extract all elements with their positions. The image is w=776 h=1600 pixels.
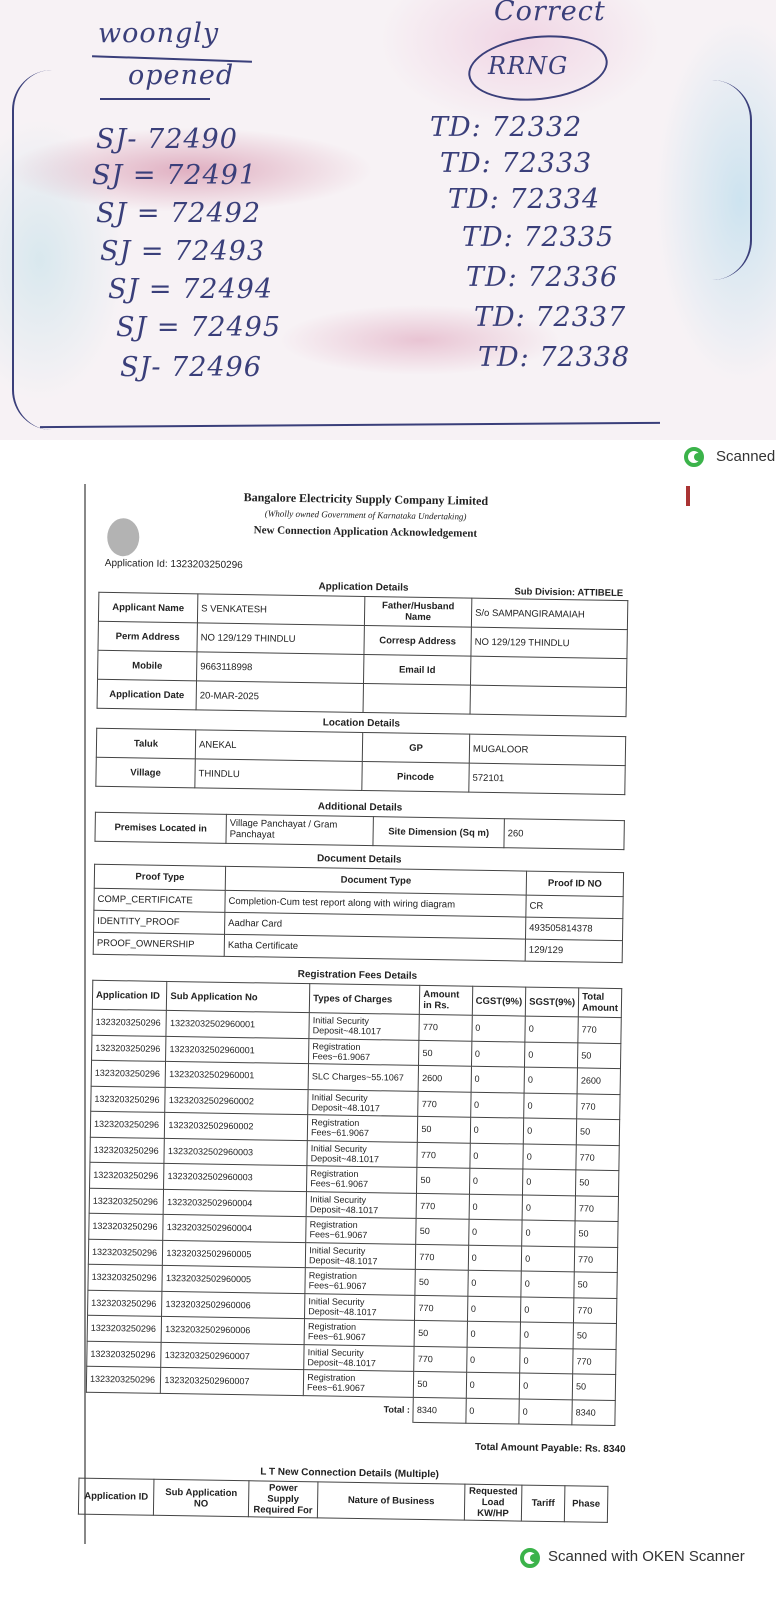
fee-amount: 770 — [419, 1014, 472, 1040]
fees-header-total: Total Amount — [578, 988, 621, 1018]
company-subtitle: (Wholly owned Government of Karnataka Undertaking) — [264, 508, 467, 522]
mobile-value: 9663118998 — [197, 652, 364, 684]
fee-cgst: 0 — [471, 1041, 525, 1067]
company-name: Bangalore Electricity Supply Company Limited — [243, 490, 489, 508]
pincode-value: 572101 — [469, 763, 625, 794]
fees-header-cgst: CGST(9%) — [472, 986, 526, 1016]
fee-application-id: 1323203250296 — [92, 1009, 167, 1036]
fee-charge-type: Initial Security Deposit~48.1017 — [306, 1191, 417, 1218]
premises-label: Premises Located in — [95, 812, 226, 843]
fee-charge-type: Initial Security Deposit~48.1017 — [305, 1293, 416, 1320]
fee-application-id: 1323203250296 — [91, 1060, 166, 1087]
fee-total: 50 — [574, 1272, 617, 1298]
lt-header: Phase — [564, 1486, 608, 1523]
proof-type-cell: IDENTITY_PROOF — [94, 910, 225, 934]
fee-amount: 50 — [415, 1269, 468, 1295]
total-grand: 8340 — [572, 1399, 615, 1425]
fee-amount: 770 — [414, 1346, 467, 1372]
fee-sgst: 0 — [525, 1016, 578, 1042]
fee-amount: 770 — [416, 1244, 469, 1270]
fee-cgst: 0 — [470, 1092, 524, 1118]
fees-header-amount: Amount in Rs. — [420, 985, 473, 1015]
fee-total: 770 — [578, 1017, 621, 1043]
note-circled-rrng: RRNG — [488, 52, 569, 80]
note-heading-correct: Correct — [494, 0, 606, 27]
fee-application-id: 1323203250296 — [86, 1366, 161, 1393]
fee-amount: 50 — [419, 1040, 472, 1066]
fee-sgst: 0 — [521, 1271, 574, 1297]
bookmark-mark — [686, 486, 690, 506]
brace-right — [710, 80, 752, 280]
fee-charge-type: Registration Fees~61.9067 — [306, 1217, 417, 1244]
taluk-label: Taluk — [96, 728, 195, 759]
fee-total: 50 — [573, 1323, 616, 1349]
fee-sub-application: 13232032502960004 — [163, 1189, 306, 1217]
fee-total: 50 — [578, 1042, 621, 1068]
fee-charge-type: Registration Fees~61.9067 — [303, 1370, 414, 1397]
fee-total: 2600 — [577, 1068, 620, 1094]
lt-header: Sub Application NO — [153, 1479, 249, 1516]
fee-application-id: 1323203250296 — [90, 1162, 165, 1189]
fee-charge-type: Initial Security Deposit~48.1017 — [305, 1242, 416, 1269]
fee-charge-type: Initial Security Deposit~48.1017 — [304, 1344, 415, 1371]
right-entry: TD: 72334 — [448, 184, 601, 215]
proof-id-header: Proof ID NO — [526, 871, 623, 897]
premises-value: Village Panchayat / Gram Panchayat — [226, 814, 373, 845]
fee-sub-application: 13232032502960004 — [163, 1214, 306, 1242]
fee-total: 770 — [576, 1144, 619, 1170]
fee-sub-application: 13232032502960001 — [165, 1061, 308, 1089]
total-amount: 8340 — [413, 1397, 466, 1423]
fee-application-id: 1323203250296 — [91, 1086, 166, 1113]
document-type-cell: Katha Certificate — [224, 934, 525, 961]
proof-id-cell: CR — [526, 895, 623, 919]
section-additional-details: Additional Details — [317, 801, 403, 814]
fee-amount: 50 — [414, 1371, 467, 1397]
fee-application-id: 1323203250296 — [88, 1264, 163, 1291]
fee-cgst: 0 — [468, 1245, 522, 1271]
fee-sgst: 0 — [519, 1373, 572, 1399]
fee-cgst: 0 — [470, 1117, 524, 1143]
note-heading-wrongly: woongly — [98, 18, 220, 49]
brace-left — [12, 70, 54, 430]
fee-cgst: 0 — [471, 1066, 525, 1092]
pincode-label: Pincode — [362, 761, 469, 792]
fee-cgst: 0 — [469, 1168, 523, 1194]
village-label: Village — [96, 757, 195, 788]
taluk-value: ANEKAL — [195, 730, 362, 762]
village-value: THINDLU — [195, 759, 362, 791]
fee-sub-application: 13232032502960001 — [166, 1036, 309, 1064]
right-entry: TD: 72337 — [474, 302, 627, 333]
application-date-value: 20-MAR-2025 — [196, 681, 363, 713]
left-entry: SJ = 72493 — [100, 236, 265, 267]
document-type-cell: Aadhar Card — [225, 912, 526, 939]
fee-amount: 770 — [415, 1295, 468, 1321]
section-document-details: Document Details — [316, 853, 402, 866]
corresp-address-value: NO 129/129 THINDLU — [471, 627, 627, 658]
fee-sub-application: 13232032502960006 — [162, 1291, 305, 1319]
application-date-label: Application Date — [97, 679, 196, 710]
fees-header-sub-application: Sub Application No — [167, 981, 310, 1012]
fees-header-application-id: Application ID — [92, 980, 167, 1010]
fee-total: 50 — [575, 1221, 618, 1247]
right-entry: TD: 72335 — [462, 222, 615, 253]
scanner-logo-icon — [684, 447, 704, 467]
applicant-name-value: S VENKATESH — [197, 594, 364, 626]
fee-sgst: 0 — [523, 1144, 576, 1170]
fee-amount: 50 — [414, 1320, 467, 1346]
email-value — [470, 656, 626, 687]
mobile-label: Mobile — [98, 650, 197, 681]
father-name-value: S/o SAMPANGIRAMAIAH — [471, 598, 627, 629]
fee-sub-application: 13232032502960007 — [161, 1367, 304, 1395]
fees-header-sgst: SGST(9%) — [525, 987, 578, 1017]
email-label: Email Id — [363, 654, 470, 685]
corresp-address-label: Corresp Address — [364, 625, 471, 656]
fee-cgst: 0 — [472, 1015, 526, 1041]
left-entry: SJ- 72490 — [96, 124, 238, 155]
fee-charge-type: Registration Fees~61.9067 — [305, 1268, 416, 1295]
proof-type-cell: PROOF_OWNERSHIP — [93, 932, 224, 956]
fee-charge-type: Initial Security Deposit~48.1017 — [309, 1013, 420, 1040]
document-type-cell: Completion-Cum test report along with wiring diagram — [225, 890, 526, 917]
fee-sub-application: 13232032502960003 — [164, 1138, 307, 1166]
section-lt-connection: L T New Connection Details (Multiple) — [260, 1466, 440, 1481]
fee-total: 50 — [572, 1374, 615, 1400]
total-payable: Total Amount Payable: Rs. 8340 — [474, 1441, 626, 1456]
bottom-line — [40, 422, 660, 428]
right-entry: TD: 72336 — [466, 262, 619, 293]
fee-sub-application: 13232032502960003 — [164, 1163, 307, 1191]
fee-charge-type: SLC Charges~55.1067 — [308, 1064, 419, 1091]
lt-header: Application ID — [78, 1478, 154, 1515]
fee-charge-type: Registration Fees~61.9067 — [304, 1319, 415, 1346]
fee-sub-application: 13232032502960001 — [166, 1010, 309, 1038]
fee-cgst: 0 — [469, 1194, 523, 1220]
fee-total: 50 — [576, 1119, 619, 1145]
fee-total: 770 — [577, 1093, 620, 1119]
sub-division: Sub Division: ATTIBELE — [514, 586, 624, 600]
fee-sgst: 0 — [521, 1297, 574, 1323]
section-location-details: Location Details — [322, 717, 401, 730]
fee-charge-type: Registration Fees~61.9067 — [307, 1115, 418, 1142]
perm-address-value: NO 129/129 THINDLU — [197, 623, 364, 655]
fee-sub-application: 13232032502960006 — [161, 1316, 304, 1344]
scanner-watermark-bar — [0, 440, 776, 474]
fee-sub-application: 13232032502960005 — [163, 1240, 306, 1268]
fee-application-id: 1323203250296 — [90, 1111, 165, 1138]
left-entry: SJ = 72495 — [116, 312, 281, 343]
handwritten-note-photo — [0, 0, 776, 440]
lt-header: Tariff — [521, 1485, 565, 1522]
fee-amount: 50 — [416, 1218, 469, 1244]
lt-header: Requested Load KW/HP — [464, 1484, 522, 1521]
fee-cgst: 0 — [468, 1270, 522, 1296]
right-entry: TD: 72338 — [478, 342, 631, 373]
perm-address-label: Perm Address — [98, 621, 197, 652]
fee-cgst: 0 — [466, 1372, 520, 1398]
fee-total: 770 — [574, 1246, 617, 1272]
fee-cgst: 0 — [466, 1347, 520, 1373]
acknowledgement-document-photo — [0, 474, 776, 1600]
right-entry: TD: 72332 — [430, 112, 583, 143]
total-label: Total : — [86, 1392, 414, 1423]
location-details-table — [95, 728, 626, 795]
fee-total: 50 — [576, 1170, 619, 1196]
fee-cgst: 0 — [468, 1219, 522, 1245]
lt-connection-table — [78, 1478, 609, 1523]
fee-sub-application: 13232032502960005 — [162, 1265, 305, 1293]
fee-amount: 770 — [416, 1193, 469, 1219]
section-application-details: Application Details — [318, 581, 409, 594]
scanner-logo-icon — [520, 1548, 540, 1568]
fee-sgst: 0 — [524, 1067, 577, 1093]
fee-sgst: 0 — [521, 1246, 574, 1272]
fee-sgst: 0 — [522, 1195, 575, 1221]
fees-header-charge-type: Types of Charges — [309, 984, 420, 1015]
registration-fees-table — [85, 980, 622, 1426]
fee-application-id: 1323203250296 — [88, 1239, 163, 1266]
fee-sgst: 0 — [522, 1220, 575, 1246]
fee-charge-type: Initial Security Deposit~48.1017 — [308, 1089, 419, 1116]
additional-details-table — [94, 812, 624, 850]
left-entry: SJ = 72491 — [92, 160, 257, 191]
fees-rows — [86, 1009, 621, 1400]
section-registration-fees: Registration Fees Details — [297, 968, 418, 982]
site-dimension-label: Site Dimension (Sq m) — [373, 817, 504, 848]
fee-application-id: 1323203250296 — [87, 1315, 162, 1342]
proof-id-cell: 493505814378 — [525, 917, 622, 941]
fee-charge-type: Initial Security Deposit~48.1017 — [307, 1140, 418, 1167]
fee-application-id: 1323203250296 — [89, 1213, 164, 1240]
fee-application-id: 1323203250296 — [90, 1137, 165, 1164]
fee-application-id: 1323203250296 — [88, 1290, 163, 1317]
left-entry: SJ = 72492 — [96, 198, 261, 229]
fee-charge-type: Registration Fees~61.9067 — [309, 1038, 420, 1065]
application-details-table — [97, 592, 629, 717]
right-entry: TD: 72333 — [440, 148, 593, 179]
fee-sub-application: 13232032502960007 — [161, 1342, 304, 1370]
total-cgst: 0 — [466, 1398, 520, 1424]
lt-header: Nature of Business — [317, 1482, 465, 1520]
scanner-footer-label: Scanned with OKEN Scanner — [548, 1548, 745, 1565]
fee-amount: 770 — [417, 1142, 470, 1168]
fee-sgst: 0 — [525, 1042, 578, 1068]
note-heading-opened: opened — [128, 60, 235, 91]
fee-amount: 50 — [418, 1116, 471, 1142]
fee-amount: 770 — [418, 1091, 471, 1117]
document-type-header: Document Type — [225, 866, 526, 895]
fee-application-id: 1323203250296 — [87, 1341, 162, 1368]
fee-amount: 50 — [417, 1167, 470, 1193]
fee-total: 770 — [575, 1195, 618, 1221]
gp-label: GP — [362, 732, 469, 763]
fee-cgst: 0 — [470, 1143, 524, 1169]
fee-charge-type: Registration Fees~61.9067 — [307, 1166, 418, 1193]
gp-value: MUGALOOR — [469, 734, 625, 765]
proof-type-header: Proof Type — [94, 864, 225, 890]
applicant-name-label: Applicant Name — [98, 592, 197, 623]
site-dimension-value: 260 — [504, 819, 624, 850]
fee-amount: 2600 — [418, 1065, 471, 1091]
proof-id-cell: 129/129 — [525, 939, 622, 963]
fee-sub-application: 13232032502960002 — [165, 1087, 308, 1115]
application-id-label: Application Id: 1323203250296 — [104, 557, 243, 572]
fee-cgst: 0 — [467, 1296, 521, 1322]
fee-sgst: 0 — [520, 1322, 573, 1348]
lt-header: Power Supply Required For — [248, 1481, 318, 1518]
left-entry: SJ- 72496 — [120, 352, 262, 383]
fee-application-id: 1323203250296 — [92, 1035, 167, 1062]
fee-sgst: 0 — [520, 1348, 573, 1374]
proof-type-cell: COMP_CERTIFICATE — [94, 888, 225, 912]
document-title: New Connection Application Acknowledgement — [253, 524, 478, 540]
fee-total: 770 — [573, 1348, 616, 1374]
fee-cgst: 0 — [467, 1321, 521, 1347]
document-page — [70, 488, 646, 1537]
father-name-label: Father/Husband Name — [364, 596, 471, 627]
scanner-label: Scanned — [716, 448, 776, 465]
fee-application-id: 1323203250296 — [89, 1188, 164, 1215]
document-details-table — [93, 864, 624, 963]
fee-sgst: 0 — [523, 1118, 576, 1144]
left-entry: SJ = 72494 — [108, 274, 273, 305]
fee-sub-application: 13232032502960002 — [165, 1112, 308, 1140]
underline — [100, 98, 210, 100]
fee-sgst: 0 — [523, 1169, 576, 1195]
fee-sgst: 0 — [524, 1093, 577, 1119]
total-sgst: 0 — [519, 1399, 572, 1425]
fee-total: 770 — [574, 1297, 617, 1323]
